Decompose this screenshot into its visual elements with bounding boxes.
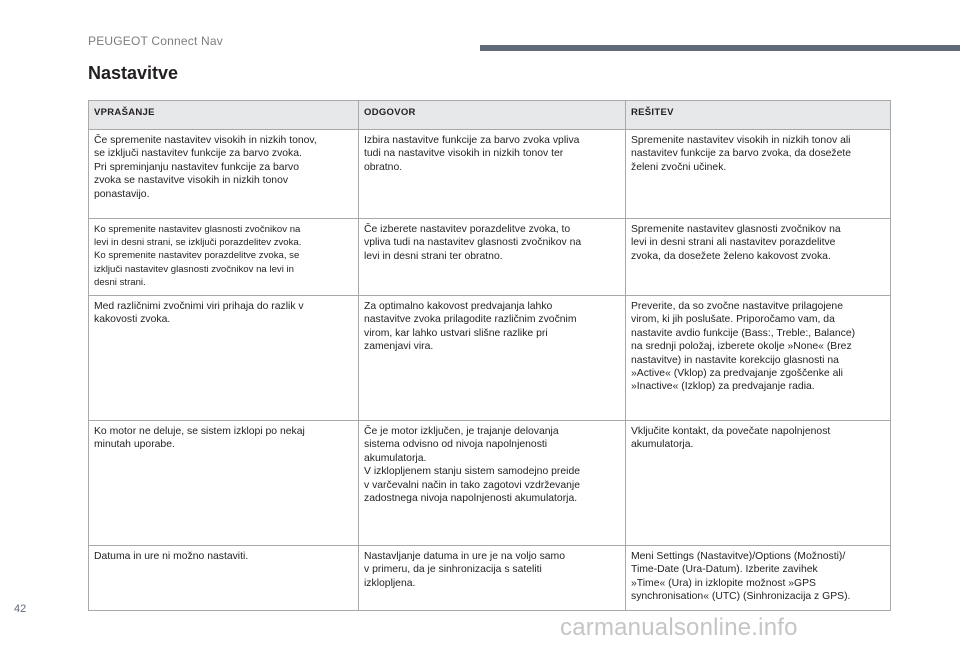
question-text: Ko spremenite nastavitev glasnosti zvočnikov na levi in desni strani, se izključi porazdelitev zvoka. Ko spremenite nastavitev porazdelitve zvoka, se izključi nastavitev glasnosti zvočnikov na levi in desni strani. <box>94 224 302 288</box>
answer-cell <box>359 296 626 421</box>
table-row <box>89 546 891 611</box>
column-header-answer: ODGOVOR <box>359 101 626 130</box>
question-cell <box>89 296 359 421</box>
answer-text: Za optimalno kakovost predvajanja lahko nastavitve zvoka prilagodite različnim zvočnim virom, kar lahko ustvari slišne razlike pri zamenjavi vira. <box>364 301 577 353</box>
answer-cell <box>359 130 626 219</box>
column-header-solution: REŠITEV <box>626 101 891 130</box>
solution-text: Meni Settings (Nastavitve)/Options (Možnosti)/ Time-Date (Ura-Datum). Izberite zavihek »Time« (Ura) in izklopite možnost »GPS synchronisation« (UTC) (Sinhronizacija z GPS). <box>631 551 851 603</box>
question-cell <box>89 219 359 296</box>
answer-cell <box>359 421 626 546</box>
solution-cell <box>626 219 891 296</box>
page-number: 42 <box>14 603 27 615</box>
solution-cell <box>626 130 891 219</box>
question-text: Med različnimi zvočnimi viri prihaja do razlik v kakovosti zvoka. <box>94 301 304 326</box>
answer-cell <box>359 219 626 296</box>
question-cell <box>89 421 359 546</box>
solution-cell <box>626 421 891 546</box>
answer-text: Nastavljanje datuma in ure je na voljo samo v primeru, da je sinhronizacija s sateliti izklopljena. <box>364 551 565 589</box>
question-text: Ko motor ne deluje, se sistem izklopi po nekaj minutah uporabe. <box>94 426 305 451</box>
table-row <box>89 421 891 546</box>
table-row <box>89 296 891 421</box>
faq-table <box>88 100 891 611</box>
table-row <box>89 130 891 219</box>
table-row <box>89 219 891 296</box>
question-cell <box>89 546 359 611</box>
solution-text: Spremenite nastavitev glasnosti zvočnikov na levi in desni strani ali nastavitev porazdelitve zvoka, da dosežete želeno kakovost zvoka. <box>631 224 841 262</box>
watermark: carmanualsonline.info <box>560 614 798 641</box>
answer-text: Izbira nastavitve funkcije za barvo zvoka vpliva tudi na nastavitve visokih in nizkih tonov ter obratno. <box>364 135 580 173</box>
answer-cell <box>359 546 626 611</box>
solution-text: Spremenite nastavitev visokih in nizkih tonov ali nastavitev funkcije za barvo zvoka, da dosežete želeni zvočni učinek. <box>631 135 852 173</box>
solution-cell <box>626 296 891 421</box>
page-heading: Nastavitve <box>88 63 179 83</box>
answer-text: Če je motor izključen, je trajanje delovanja sistema odvisno od nivoja napolnjenosti akumulatorja. V izklopljenem stanju sistem samodejno preide v varčevalni način in tako zagotovi vzdrževanje zadostnega nivoja napolnjenosti akumulatorja. <box>364 426 581 505</box>
solution-text: Vključite kontakt, da povečate napolnjenost akumulatorja. <box>631 426 831 451</box>
question-text: Če spremenite nastavitev visokih in nizkih tonov, se izključi nastavitev funkcije za barvo zvoka. Pri spreminjanju nastavitev funkcije za barvo zvoka se nastavitve visokih in nizkih tonov ponastavijo. <box>94 135 317 200</box>
solution-text: Preverite, da so zvočne nastavitve prilagojene virom, ki jih poslušate. Priporočamo vam, da nastavite avdio funkcije (Bass:, Treble:, Balance) na srednji položaj, izberete okolje »None« (Brez nastavitve) in nastavite korekcijo glasnosti na »Active« (Vklop) za predvajanje zgoščenke ali »Inactive« (Izklop) za predvajanje radia. <box>631 301 856 393</box>
header-title: PEUGEOT Connect Nav <box>88 34 223 48</box>
column-header-question: VPRAŠANJE <box>89 101 359 130</box>
question-cell <box>89 130 359 219</box>
header-bar <box>480 45 960 51</box>
table-header-row <box>89 101 891 130</box>
question-text: Datuma in ure ni možno nastaviti. <box>94 551 249 563</box>
solution-cell <box>626 546 891 611</box>
answer-text: Če izberete nastavitev porazdelitve zvoka, to vpliva tudi na nastavitev glasnosti zvočnikov na levi in desni strani ter obratno. <box>364 224 582 262</box>
